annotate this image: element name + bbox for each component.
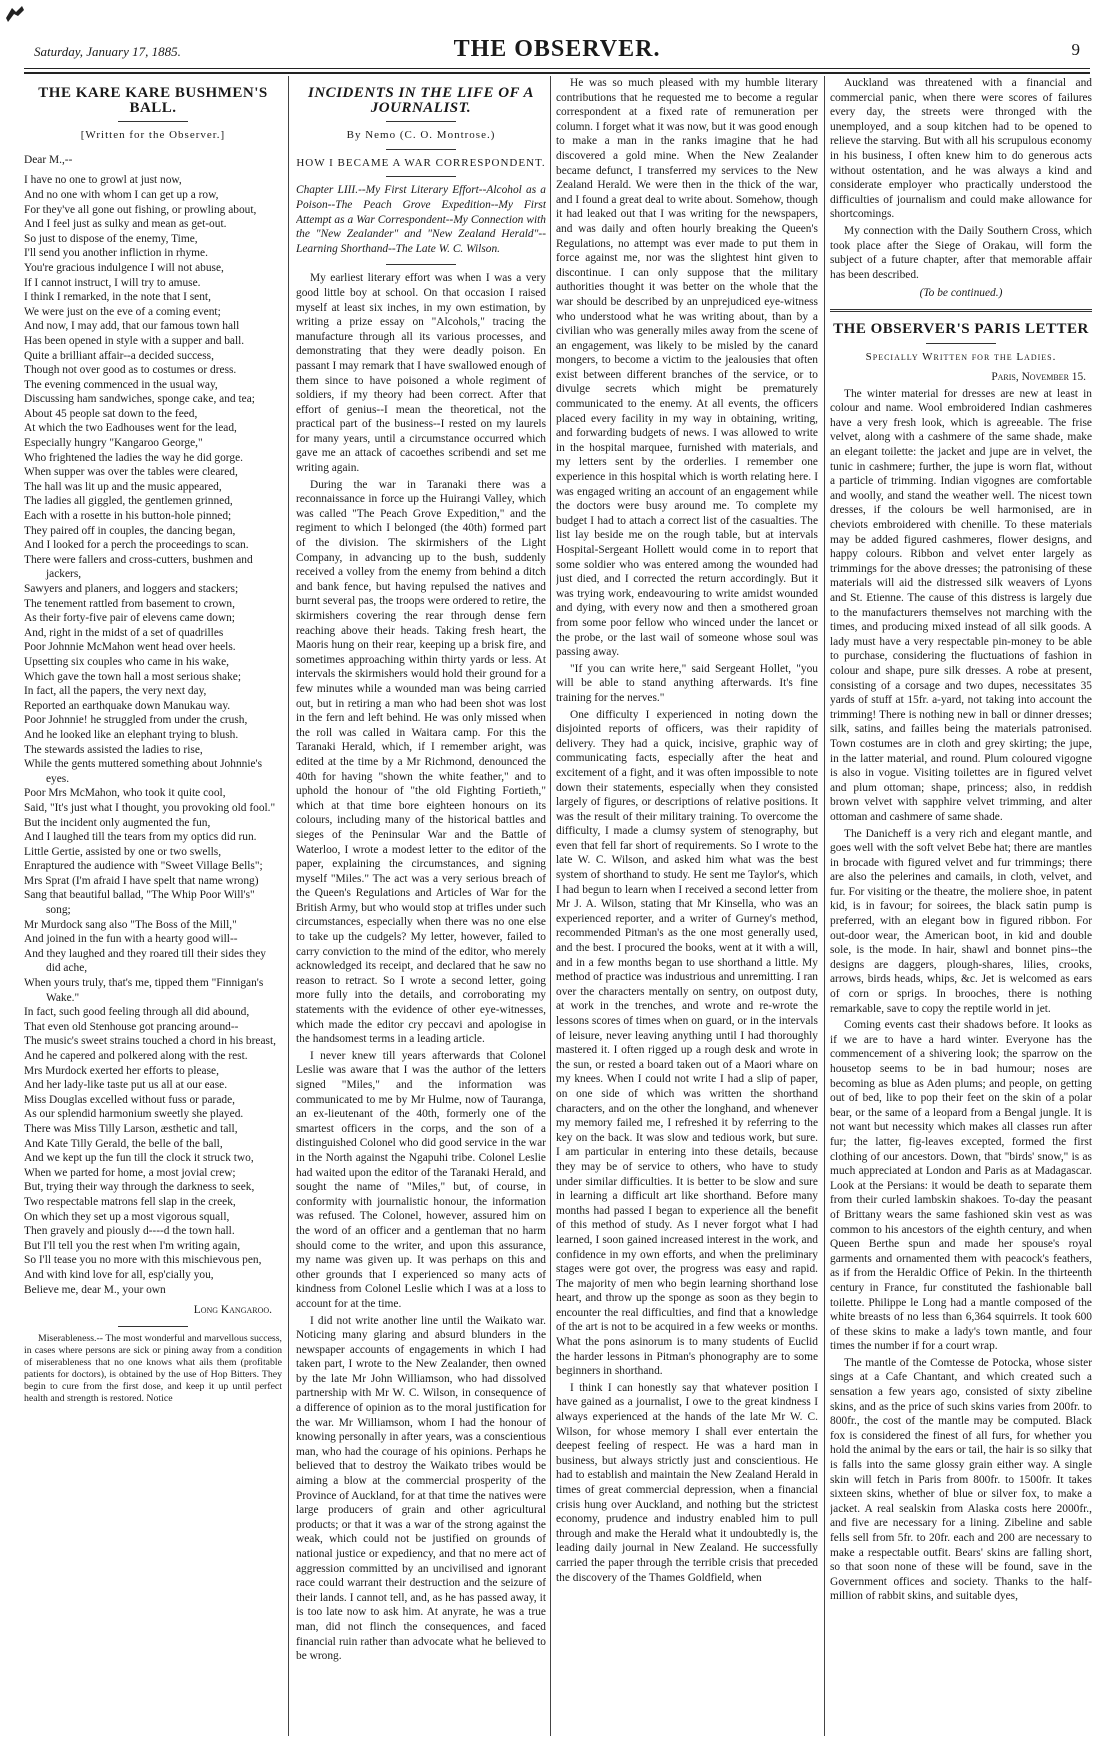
poem-line: And now, I may add, that our famous town hall (24, 320, 240, 333)
paris-letter-credit: Specially Written for the Ladies. (865, 350, 1057, 363)
poem-line: Poor Johnnie! he struggled from under the crush, (24, 714, 248, 727)
issue-date: Saturday, January 17, 1885. (34, 44, 181, 59)
paragraph: The mantle of the Comtesse de Potocka, whose sister sings at a Cafe Chantant, and which created such a sensation a few years ago, consisted of sixty zibeline skins, and as the price of such skins varies from 200fr. to 800fr., the cost of the mantle may be computed. Black fox is considered the finest of all furs, for whether you hold the animal by the ears or tail, the hair is so silky that is falls into the same glossy grain either way. A single skin will fetch in Paris from 800fr. to 1500fr. It takes sixteen skins, whether of blue or silver fox, to make a jacket. A real sealskin from Alaska costs here 2000fr., and five are necessary for a lining. Zibeline and sable fells sell from 5fr. to 20fr. each and 200 are necessary to make a respectable outfit. Bears' skins are falling short, so that soon none of these will be found, save in the Government offices and society. Thanks to the half-million of rabbit skins, and suitable dyes, (830, 1356, 1092, 1603)
poem-line: When yours truly, that's me, tipped them "Finnigan's Wake." (24, 977, 264, 1004)
section-rule (830, 309, 1092, 312)
paragraph: My connection with the Daily Southern Cross, which took place after the Siege of Orakau, will form the subject of a future chapter, after that memorable affair has been described. (830, 224, 1092, 281)
poem-line: The stewards assisted the ladies to rise, (24, 743, 203, 756)
paragraph: He was so much pleased with my humble literary contributions that he requested me to become a regular correspondent at a fixed rate of remuneration per column. I forget what it was now, but it was good enough to make a man in the ranks imagine that he had discovered a gold mine. When the New Zealander became defunct, I transferred my services to the New Zealand Herald. We were then in the thick of the war, and I found a great deal to write about. Somehow, though it had leaked out that I was writing for the newspapers, and was daily and often hourly breaking the Queen's Regulations, no attempt was ever made to put them in force against me, nor was the slightest hint given to discontinue. I can only suppose that the military authorities thought it was better on the whole that the war should be described by an unprejudiced eye-witness who understood what he was writing about, than by a civilian who was generally miles away from the scene of an engagement, was likely to be misled by the canard mongers, to become a victim to the jealousies that often exist between different branches of the service, or to divulge secrets which might be prematurely communicated to the enemy. At all events, the officers placed every facility in my way in obtaining, writing, and forwarding budgets of news. I was allowed to write in the hospital marquee, furnished with materials, and my letters sent by the orderlies. I remember one experience in this hospital which is worth relating here. I was engaged writing an account of an engagement while the doctors were busy around me. To complete my budget I had to attach a correct list of the casualties. The list lay beside me on the rough table, but at intervals Hospital-Sergeant Hollett would come in to report that some soldier who was entered among the wounded had just died, and I corrected the return accordingly. But it was trying work, endeavouring to write amidst wounded and dying, with every now and then a smothered groan from some poor fellow who winced under the lancet or the probe, or the last wail of someone whose soul was passing away. (556, 77, 818, 659)
poem-line: Reported an earthquake down Manukau way. (24, 699, 231, 712)
paragraph: I did not write another line until the Waikato war. Noticing many glaring and absurd blunders in the newspaper accounts of engagements in which I had taken part, I wrote to the New Zealander, then owned by the late Mr John Williamson, who had dissolved partnership with Mr W. C. Wilson, in consequence of a difference of opinion as to the moral justification for the war. Mr Williamson, whom I had the honour of knowing personally in after years, was a conscientious man, who had the courage of his opinions. Perhaps he believed that to destroy the Waikato tribes would be aiming a blow at the commercial prosperity of the Province of Auckland, for at that time the natives were large producers of grain and other agricultural products; or that it was a war of the strong against the weak, which could not be justified on grounds of national justice or expediency, and that no mere act of aggression committed by an uncivilised and ignorant race could warrant their destruction and the seizure of their lands. I cannot tell, and, as he has passed away, it is too late now to ask him. At anyrate, he was a true man, did not flinch the consequences, and faced financial ruin rather than advocate what he believed to be wrong. (296, 1314, 546, 1663)
poem-line: Especially hungry "Kangaroo George," (24, 437, 203, 450)
paragraph: Auckland was threatened with a financial and commercial panic, when there were scores of failures every day, the streets were thronged with the unemployed, and a soup kitchen had to be opened to relieve the starving. But with all his scrupulous economy in his business, I often knew him to do generous acts without ostentation, and he was always a kind and considerate employer who practically understood the difficulties of journalism and could make allowance for shortcomings. (830, 77, 1092, 221)
poem-line: And Kate Tilly Gerald, the belle of the ball, (24, 1137, 223, 1150)
poem-line: When we parted for home, a most jovial crew; (24, 1166, 236, 1179)
poem-line: But I'll tell you the rest when I'm writing again, (24, 1239, 241, 1252)
poem-credit: [Written for the Observer.] (80, 129, 226, 142)
poem-line: Said, "It's just what I thought, you provoking old fool." (24, 801, 276, 814)
poem-line: There was Miss Tilly Larson, æsthetic and tall, (24, 1122, 238, 1135)
poem-line: And I feel just as sulky and mean as get-out. (24, 218, 227, 231)
paragraph: I think I can honestly say that whatever position I have gained as a journalist, I owe to the great kindness I always experienced at the hands of the late Mr W. C. Wilson, for whose memory I shall ever entertain the deepest feeling of respect. He was a hard man in business, but always strictly just and conscientious. He had to establish and maintain the New Zealand Herald in times of great commercial depression, when a financial crisis hung over Auckland, and nothing but the strictest economy, prudence and industry enabled him to pull through and make the Herald what it undoubtedly is, the leading daily journal in New Zealand. He successfully carried the paper through the terrible crisis that preceded the discovery of the Thames Goldfield, when (556, 1381, 818, 1584)
poem-line: Upsetting six couples who came in his wake, (24, 655, 229, 668)
paris-dateline: Paris, November 15. (991, 371, 1086, 384)
poem-line: And we kept up the fun till the clock it struck two, (24, 1152, 254, 1165)
poem-line: Discussing ham sandwiches, sponge cake, and tea; (24, 393, 255, 406)
paragraph: The winter material for dresses are new at least in colour and name. Wool embroidered Indian cashmeres have a very fresh look, which is agreeable. The frise velvet, along with a cashmere of the same shade, make an elegant toilette: the jacket and jupe are in velvet, the tunic in cashmere; further, the jupe is worn flat, without a particle of trimming. Indian vigognes are comfortable and woolly, and stand the weather well. The nicest town dresses, if the colours be well harmonised, are in cheviots embroidered with chenille. To these materials may be added figured cashmeres, flower designs, and happy colours. Ribbon and velvet enter largely as trimmings for the above dresses; the patronising of these materials will aid the distressed silk weavers of Lyons and St. Etienne. The cause of this distress is largely due to the manufacturers themselves not marching with the times, and producing mixed instead of all silk goods. A lady must have a very respectable pin-money to be able to purchase, considering the fluctuations of fashion in colour and shape, pure silk dresses. A robe at present, consisting of a corsage and two dupes, necessitates 35 yards of stuff at 15fr. a-yard, not taking into account the trimming! There is nothing new in ball or dinner dresses; silk, satins, and failles being the materials patronised. Town costumes are in cloth and grey skirting; the jupe, in the latter material, and round. Plum coloured vigogne is also in vogue. Visiting toilettes are in figured velvet and plum ottoman; shape, princess; also, in reddish brown velvet with sapphire velvet trimming, and alter ottoman and cashmere of same shade. (830, 387, 1092, 823)
poem-line: But the incident only augmented the fun, (24, 816, 211, 829)
article-byline: By Nemo (C. O. Montrose.) (346, 129, 496, 142)
masthead-rule (24, 68, 1090, 69)
poem-line: And, right in the midst of a set of quadrilles (24, 626, 224, 639)
paris-letter-body (830, 387, 1092, 1604)
paragraph: I never knew till years afterwards that Colonel Leslie was aware that I was the author of the letters signed "Miles," and the information was communicated to me by Mr Hulme, now of Tauranga, an ex-lieutenant of the 40th, formerly one of the smartest officers in the corps, and the son of a distinguished Colonel who did good service in the war in the North against the Ngapuhi tribe. Colonel Leslie had waited upon the editor of the Taranaki Herald, and sought the name of "Miles," but, of course, in conformity with journalistic honour, the information was refused. The Colonel, however, assured him on the word of an officer and a gentleman that no harm should come to the writer, and upon this assurance, my name was given up. It was perhaps on this and other grounds that I experienced so many acts of kindness from Colonel Leslie which I was at a loss to account for at the time. (296, 1049, 546, 1310)
column-4 (830, 76, 1092, 1744)
poem-line: Miss Douglas excelled without fuss or parade, (24, 1093, 235, 1106)
column-divider (288, 76, 289, 1736)
poem-line: I think I remarked, in the note that I sent, (24, 291, 211, 304)
poem-line: And with kind love for all, esp'cially you, (24, 1268, 214, 1281)
poem-line: Which gave the town hall a most serious shake; (24, 670, 242, 683)
poem-line: So just to dispose of the enemy, Time, (24, 232, 198, 245)
poem-line: Sawyers and planers, and loggers and stackers; (24, 583, 239, 595)
poem-line: At which the two Eadhouses went for the lead, (24, 422, 237, 435)
paris-letter-title: THE OBSERVER'S PARIS LETTER (833, 320, 1089, 337)
poem-line: There were fallers and cross-cutters, bushmen and jackers, (24, 553, 253, 581)
poem-line: Enraptured the audience with "Sweet Village Bells"; (24, 860, 263, 873)
poem-line: When supper was over the tables were cleared, (24, 466, 238, 479)
short-rule (386, 176, 456, 177)
article-subtitle: HOW I BECAME A WAR CORRESPONDENT. (296, 156, 546, 169)
poem-signature: Long Kangaroo. (193, 1304, 272, 1317)
poem-line: In fact, such good feeling through all did abound, (24, 1006, 250, 1019)
advert-text: Miserableness.-- The most wonderful and marvellous success, in cases where persons are sick or pining away from a condition of miserableness that no one knows what ails them (profitable patients for doctors), is obtained by the use of Hop Bitters. They begin to cure from the first dose, and keep it up until perfect health and strength is restored. Notice (24, 1332, 282, 1404)
poem-line: Then gravely and piously d----d the town hall. (24, 1225, 235, 1238)
to-be-continued: (To be continued.) (919, 287, 1003, 300)
masthead (24, 34, 1090, 64)
page-number: 9 (1071, 40, 1080, 59)
article-title: INCIDENTS IN THE LIFE OF A JOURNALIST. (308, 85, 534, 116)
poem-line: And joined in the fun with a hearty good will-- (24, 933, 238, 946)
short-rule (386, 121, 456, 122)
poem-line: And he looked like an elephant trying to blush. (24, 728, 239, 741)
poem-line: And they laughed and they roared till their sides they did ache, (24, 947, 266, 975)
paragraph: The Danicheff is a very rich and elegant mantle, and goes well with the soft velvet Bebe hat; there are mantles in brocade with figured velvet and fur trimmings; there are also the pelerines and camails, in cloth, velvet, and fur. For visiting or the theatre, the moliere shoe, in patent kid, is in favour; for soirees, the black satin pump is preferred, with an elegant bow in figured ribbon. For out-door wear, the American boot, in kid and double sole, is the mode. In hair, shawl and bonnet pins--the designs are daggers, plough-shares, lilies, crooks, arrows, birds heads, whips, &c. Jet is welcomed as ears of corn or sprigs. In brooches, there is nothing remarkable, save to copy the reptile world in jet. (830, 827, 1092, 1015)
poem-line: And I laughed till the tears from my optics did run. (24, 831, 257, 844)
article-body (296, 271, 546, 1663)
poem-line: In fact, all the papers, the very next day, (24, 685, 207, 698)
poem-lines (24, 173, 282, 1297)
column-1 (24, 76, 282, 1744)
poem-line: Two respectable matrons fell slap in the creek, (24, 1195, 236, 1208)
poem-line: I have no one to growl at just now, (24, 174, 182, 187)
poem-line: The ladies all giggled, the gentlemen grinned, (24, 495, 233, 508)
poem-line: We were just on the eve of a coming event; (24, 305, 221, 318)
poem-salutation: Dear M.,-- (24, 153, 73, 166)
paragraph: One difficulty I experienced in noting down the disjointed reports of officers, was their rapidity of delivery. They had a quick, incisive, graphic way of communicating facts, especially after the heat and excitement of a fight, and it was often impossible to note down their statements, especially when they consisted largely of figures, or descriptions of relative positions. It was the result of their military training. To overcome the difficulty, I made a clumsy system of stenography, but even that fell far short of requirements. So I wrote to the late W. C. Wilson, and asked him what was the best system of shorthand to study. He sent me Taylor's, which I had begun to learn when I received a second letter from Mr J. A. Wilson, stating that Mr Kinsella, who was an experienced reporter, and a writer of Gurney's method, recommended Pitman's as the one most generally used, and the best. I procured the books, went at it with a will, and in a few months began to use shorthand a little. My method of practice was industrious and unremitting. I ran over the characters mentally on sentry, on outpost duty, at work in the trenches, and wrote and re-wrote the lessons scores of times when on guard, or in the intervals of leisure, never leaving anything until I had thoroughly mastered it. I often rigged up a rough desk and wrote in the sun, or rested a board taken out of a Maori whare on my knees. When I could not write I had a slip of paper, on one side of which was written the shorthand characters, and on the other the longhand, and whenever my memory failed me, I refreshed it by referring to the key on the back. It was slow and tedious work, but sure. I am particular in entering into these details, because they may be of service to others, who have to study under similar difficulties. It is better to be slow and sure in learning a difficult art like shorthand. Before many months had passed I began to experience all the benefit of this method of study. As I never forgot what I had learned, I soon gained increased interest in the work, and confidence in my own efforts, and when the preliminary stages were got over, the progress was easy and rapid. The majority of men who begin learning shorthand lose heart, and throw up the sponge as soon as they begin to encounter the real difficulties, and find that a knowledge of the art is not to be acquired in a few weeks or months. What the pons asinorum is to many students of Euclid the harder lessons in Pitman's phonography are to some beginners in shorthand. (556, 708, 818, 1378)
poem-line: For they've all gone out fishing, or prowling about, (24, 203, 257, 216)
poem-line: As our splendid harmonium sweetly she played. (24, 1108, 244, 1121)
poem-line: Poor Mrs McMahon, who took it quite cool, (24, 787, 226, 800)
article-body-continued (556, 76, 818, 1585)
article-body-end (830, 76, 1092, 282)
poem-title: THE KARE KARE BUSHMEN'S BALL. (38, 85, 268, 116)
poem-line: Sang that beautiful ballad, "The Whip Poor Will's" song; (24, 889, 255, 917)
poem-line: Quite a brilliant affair--a decided success, (24, 349, 214, 362)
printer-mark-icon (4, 4, 26, 24)
poem-line: And he capered and polkered along with the rest. (24, 1050, 248, 1062)
poem-line: Mrs Sprat (I'm afraid I have spelt that name wrong) (24, 874, 259, 887)
poem-line: Who frightened the ladies the way he did gorge. (24, 451, 243, 464)
poem-line: So I'll tease you no more with this mischievous pen, (24, 1254, 262, 1267)
poem-line: You're gracious indulgence I will not abuse, (24, 261, 224, 274)
poem-line: But, trying their way through the darkness to seek, (24, 1181, 255, 1194)
poem-line: And no one with whom I can get up a row, (24, 188, 219, 201)
poem-line: The music's sweet strains touched a chord in his breast, (24, 1035, 276, 1048)
poem-line: While the gents muttered something about Johnnie's eyes. (24, 758, 263, 785)
poem-line: Though not over good as to costumes or dress. (24, 364, 237, 377)
poem-line: The evening commenced in the usual way, (24, 378, 218, 391)
poem-line: Has been opened in style with a supper and ball. (24, 334, 245, 347)
short-rule (118, 1326, 188, 1327)
short-rule (118, 121, 188, 122)
poem-line: They paired off in couples, the dancing began, (24, 524, 236, 537)
poem-line: Each with a rosette in his button-hole pinned; (24, 510, 232, 523)
poem-line: That even old Stenhouse got prancing around-- (24, 1020, 239, 1033)
paragraph: During the war in Taranaki there was a reconnaissance in force up the Huirangi Valley, which was called "The Peach Grove Expedition," and the regiment to which I belonged (the 40th) formed part of the division. The skirmishers of the Light Company, in advancing up to the bush, suddenly received a volley from the enemy from behind a ditch and bank fence, but having repulsed the natives and burnt several pas, the troops were ordered to retire, the skirmishers covering the rear through dense fern reaching above their heads. Taking fresh heart, the Maoris hung on their rear, keeping up a brisk fire, and sometimes approaching within thirty yards or less. At intervals the skirmishers would hold their ground for a few minutes while a wounded man was being carried out, but in retiring a man who had been shot was lost in the fern and left behind. He was only missed when the roll was called in Waitara camp. For this the Taranaki Herald, which, if I remember aright, was edited at the time by a Mr Richmond, denounced the 40th for having "shown the white feather," and to uphold the honour of "the old Fighting Fortieth," which at that time bore eighteen honours on its colours, including many of the historical battles and sieges of the Peninsular War and the Battle of Waterloo, I wrote a modest letter to the editor of the paper, explaining the circumstances, and signing myself "Miles." The act was a very serious breach of the Queen's Regulations and Articles of War for the British Army, but who would stop at trifles under such circumstances, especially when there was no one else to take up the cudgels? My letter, however, failed to carry conviction to the mind of the editor, who merely acknowledged its receipt, and declared that he saw no reason to retract. So I wrote a second letter, going more fully into the details, and corroborating my statements with the evidence of other eye-witnesses, which made the editor cry peccavi and apologise in the handsomest terms in a leading article. (296, 478, 546, 1046)
poem-line: About 45 people sat down to the feed, (24, 407, 198, 420)
poem-line: The tenement rattled from basement to crown, (24, 597, 235, 610)
chapter-synopsis: Chapter LIII.--My First Literary Effort--Alcohol as a Poison--The Peach Grove Expedition--My First Attempt as a War Correspondent--My Connection with the "New Zealander" and "New Zealand Herald"--Learning Shorthand--The Late W. C. Wilson. (296, 184, 546, 255)
short-rule (386, 149, 456, 150)
poem-line: Mrs Murdock exerted her efforts to please, (24, 1064, 219, 1077)
paragraph: Coming events cast their shadows before. It looks as if we are to have a hard winter. Everyone has the commencement of a shivering look; the sparrow on the housetop seems to be in bad humour; noses are becoming as blue as Aden plums; and people, on getting out of bed, like to pop their feet on the skin of a polar bear, or the same of a leopard from a Bengal jungle. It is not want but necessity which makes all classes run after fur; the latter, fig-leaves excepted, formed the first clothing of our ancestors. Down, that "birds' snow," is as much appreciated at London and Paris as at Madagascar. Look at the Persians: it would be death to separate them from their curled lambskin shakoes. To-day the peasant of Brittany wears the same fashioned skin vest as was common to his ancestors of the eighth century, and when Queen Berthe spun and made her spouse's royal garments and ornamented them with peacock's feathers, as if from the Heraldic Office of Pekin. In the thirteenth century in France, fur constituted the fashionable ball toilette. Philippe le Long had a mantle composed of the white breasts of no less than 6,364 squirrels. It took 600 of these skins to make a lady's town mantle, and four times the number if for a court wrap. (830, 1019, 1092, 1353)
poem-line: Believe me, dear M., your own (24, 1283, 166, 1296)
short-rule (926, 343, 996, 344)
poem-line: If I cannot instruct, I will try to amuse. (24, 276, 201, 289)
newspaper-title: THE OBSERVER. (453, 36, 661, 62)
poem-line: The hall was lit up and the music appeared, (24, 480, 222, 493)
poem-line: And I looked for a perch the proceedings to scan. (24, 539, 249, 552)
column-2 (296, 76, 546, 1744)
paragraph: "If you can write here," said Sergeant Hollet, "you will be able to stand anything afterwards. It's fine training for the nerves." (556, 662, 818, 704)
poem-line: Mr Murdock sang also "The Boss of the Mill," (24, 918, 237, 931)
short-rule (386, 264, 456, 265)
column-divider (824, 76, 825, 1736)
poem-line: On which they set up a most vigorous squall, (24, 1210, 230, 1223)
paragraph: My earliest literary effort was when I was a very good little boy at school. On that occasion I raised myself at least six inches, in my own estimation, by writing a prize essay on "Alcohols," tracing the manufacture through all its various processes, and demonstrating that they were deadly poison. En passant I may remark that I have swallowed enough of them since to have poisoned a whole regiment of soldiers, if my theory had been correct. After that effort of genius--I mean the theoretical, not the practical part of the business--I rested on my laurels for many years, until a circumstance occurred which gave me an attack of cacoethes scribendi and set me writing again. (296, 272, 546, 475)
poem-line: Poor Johnnie McMahon went head over heels. (24, 641, 236, 654)
masthead-rule-thick (24, 72, 1090, 74)
column-divider (550, 76, 551, 1736)
column-3 (556, 76, 818, 1744)
poem-line: And her lady-like taste put us all at our ease. (24, 1079, 228, 1092)
poem-line: Little Gertie, assisted by one or two swells, (24, 845, 222, 858)
poem-line: I'll send you another infliction in rhyme. (24, 247, 208, 260)
poem-line: As their forty-five pair of elevens came down; (24, 612, 235, 625)
